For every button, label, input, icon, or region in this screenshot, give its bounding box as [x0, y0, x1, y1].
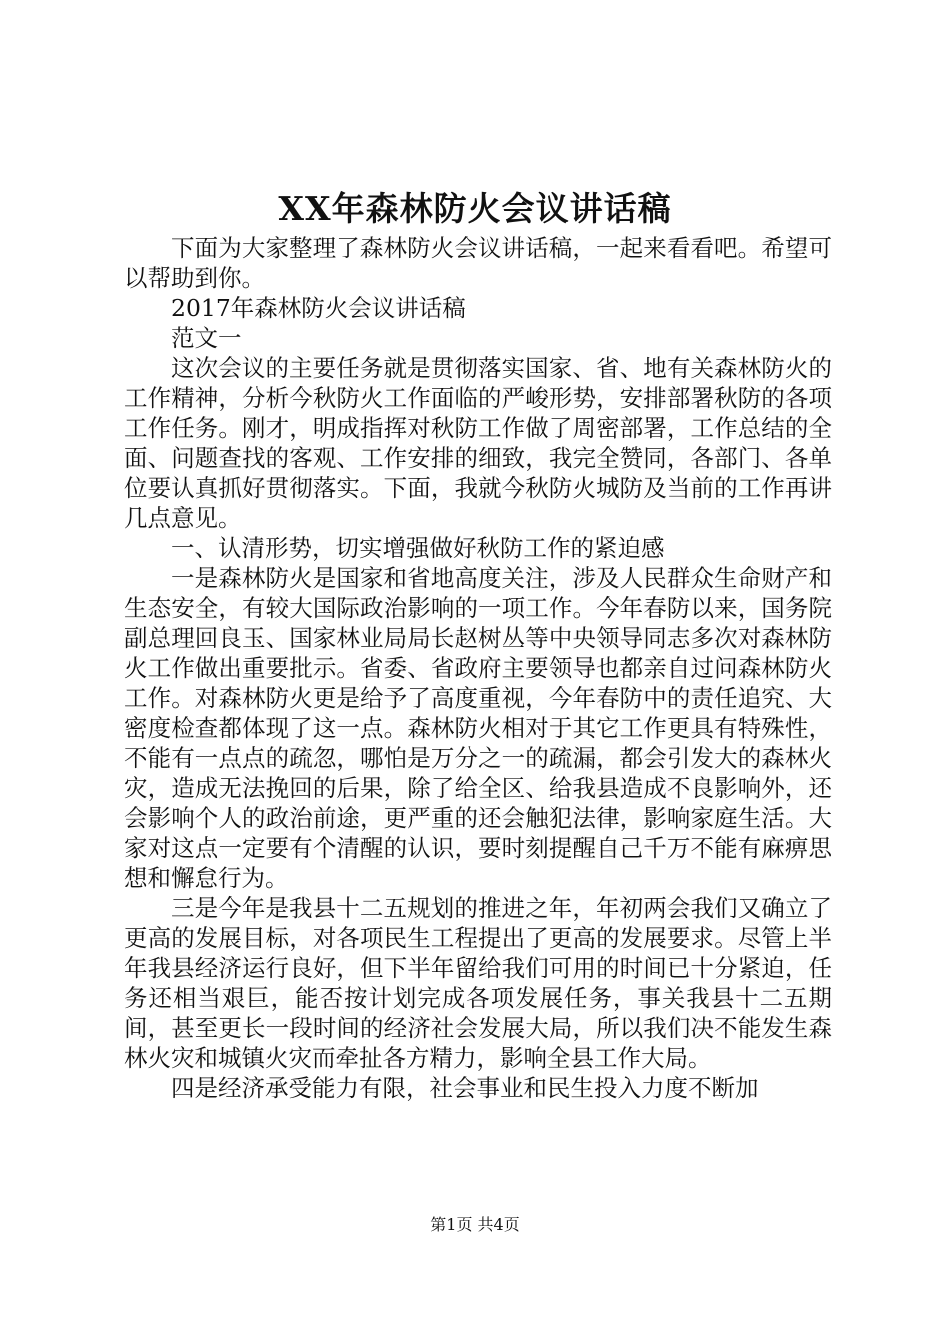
- document-body: [124, 233, 832, 1103]
- paragraph-subtitle: 2017年森林防火会议讲话稿: [171, 294, 466, 322]
- paragraph-intro: 下面为大家整理了森林防火会议讲话稿，一起来看看吧。希望可以帮助到你。: [124, 234, 832, 292]
- document-title: XX年森林防火会议讲话稿: [278, 189, 672, 228]
- paragraph-meeting-task: 这次会议的主要任务就是贯彻落实国家、省、地有关森林防火的工作精神，分析今秋防火工作面临的严峻形势，安排部署秋防的各项工作任务。刚才，明成指挥对秋防工作做了周密部署，工作总结的全面、问题查找的客观、工作安排的细致，我完全赞同，各部门、各单位要认真抓好贯彻落实。下面，我就今秋防火城防及当前的工作再讲几点意见。: [124, 354, 832, 532]
- page-number-footer: 第1页 共4页: [430, 1215, 520, 1234]
- paragraph-sample-label: 范文一: [171, 324, 242, 352]
- paragraph-section-heading: 一、认清形势，切实增强做好秋防工作的紧迫感: [171, 534, 665, 562]
- paragraph-point-four: 四是经济承受能力有限，社会事业和民生投入力度不断加: [171, 1074, 759, 1102]
- paragraph-point-three: 三是今年是我县十二五规划的推进之年，年初两会我们又确立了更高的发展目标，对各项民生工程提出了更高的发展要求。尽管上半年我县经济运行良好，但下半年留给我们可用的时间已十分紧迫，任务还相当艰巨，能否按计划完成各项发展任务，事关我县十二五期间，甚至更长一段时间的经济社会发展大局，所以我们决不能发生森林火灾和城镇火灾而牵扯各方精力，影响全县工作大局。: [124, 894, 832, 1072]
- paragraph-point-one: 一是森林防火是国家和省地高度关注，涉及人民群众生命财产和生态安全，有较大国际政治影响的一项工作。今年春防以来，国务院副总理回良玉、国家林业局局长赵树丛等中央领导同志多次对森林防火工作做出重要批示。省委、省政府主要领导也都亲自过问森林防火工作。对森林防火更是给予了高度重视，今年春防中的责任追究、大密度检查都体现了这一点。森林防火相对于其它工作更具有特殊性，不能有一点点的疏忽，哪怕是万分之一的疏漏，都会引发大的森林火灾，造成无法挽回的后果，除了给全区、给我县造成不良影响外，还会影响个人的政治前途，更严重的还会触犯法律，影响家庭生活。大家对这点一定要有个清醒的认识，要时刻提醒自己千万不能有麻痹思想和懈怠行为。: [124, 564, 832, 892]
